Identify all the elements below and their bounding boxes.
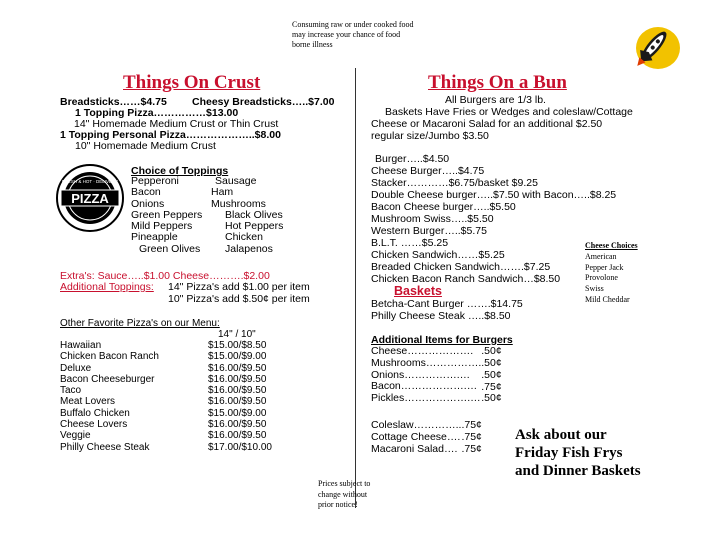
- additional-10-line: 10" Pizza's add $.50¢ per item: [168, 293, 310, 305]
- toppings-table: [131, 176, 283, 255]
- favorites-table: [60, 340, 272, 453]
- list-item: American: [585, 251, 617, 261]
- topping-row: Bacon Ham: [131, 186, 234, 199]
- rocket-logo-icon: [624, 20, 684, 72]
- favorite-row: Chicken Bacon Ranch $15.00/$9.00: [60, 351, 267, 363]
- toppings-title: Choice of Toppings: [131, 165, 229, 177]
- table-row: Onions…………….… .50¢: [371, 368, 502, 381]
- list-item: Mushroom Swiss…..$5.50: [371, 213, 494, 225]
- cheesy-breadsticks-item: Cheesy Breadsticks…..$7.00: [192, 96, 335, 108]
- extras-line: Extra's: Sauce…..$1.00 Cheese……….$2.00: [60, 270, 270, 282]
- favorite-row: Bacon Cheeseburger $16.00/$9.50: [60, 373, 267, 385]
- topping-pizza-note: 14" Homemade Medium Crust or Thin Crust: [74, 118, 279, 130]
- bun-items-list: [371, 153, 616, 285]
- list-item: Betcha-Cant Burger …….$14.75: [371, 298, 523, 310]
- bun-intro: All Burgers are 1/3 lb. Baskets Have Fries or Wedges and coleslaw/Cottage Cheese or Macaroni Salad for an additional $2.50 regular size/Jumbo $3.50: [371, 94, 633, 142]
- favorite-row: Hawaiian $15.00/$8.50: [60, 340, 267, 351]
- favorite-row: Deluxe $16.00/$9.50: [60, 362, 267, 374]
- topping-row: Pineapple Chicken: [131, 231, 263, 244]
- cheese-choices-title: Cheese Choices: [585, 241, 638, 250]
- list-item: Provolone: [585, 273, 618, 283]
- list-item: B.L.T. ……$5.25: [371, 237, 449, 249]
- list-item: Swiss: [585, 284, 604, 294]
- list-item: Stacker…………$6.75/basket $9.25: [371, 177, 538, 189]
- promo-text: Ask about our Friday Fish Frys and Dinner Baskets: [515, 427, 641, 479]
- topping-row: Green Olives Jalapenos: [139, 242, 273, 255]
- table-row: Pickles……………….… .50¢: [371, 392, 502, 405]
- cheese-choices: [585, 241, 638, 306]
- favorites-title: Other Favorite Pizza's on our Menu:: [60, 318, 220, 329]
- sides-table: [371, 420, 482, 455]
- favorite-row: Cheese Lovers $16.00/$9.50: [60, 419, 267, 431]
- list-item: Bacon Cheese burger…..$5.50: [371, 201, 516, 213]
- list-item: Cheese Burger…..$4.75: [371, 165, 485, 177]
- baskets-list: [371, 298, 523, 322]
- list-item: Chicken Bacon Ranch Sandwich…$8.50: [371, 273, 561, 285]
- favorite-row: Veggie $16.00/$9.50: [60, 430, 267, 442]
- table-row: Bacon……………….… .75¢: [371, 380, 502, 393]
- list-item: Pepper Jack: [585, 262, 624, 272]
- topping-pizza-item: 1 Topping Pizza……………$13.00: [75, 107, 239, 119]
- pizza-logo-text: PIZZA: [71, 191, 109, 206]
- additional-14-line: 14" Pizza's add $1.00 per item: [168, 281, 310, 293]
- pizza-logo-icon: [55, 163, 125, 233]
- baskets-title: Baskets: [394, 284, 442, 298]
- list-item: Philly Cheese Steak …..$8.50: [371, 310, 511, 322]
- list-item: Double Cheese burger…..$7.50 with Bacon…..$8.25: [371, 189, 617, 201]
- topping-row: Mild Peppers Hot Peppers: [131, 220, 284, 233]
- size-header: 14" / 10": [218, 329, 256, 340]
- column-divider: [355, 68, 356, 508]
- favorite-row: Taco $16.00/$9.50: [60, 385, 267, 397]
- table-row: Mushrooms……………. .50¢: [371, 356, 502, 370]
- list-item: Mild Cheddar: [585, 294, 630, 304]
- favorite-row: Buffalo Chicken $15.00/$9.00: [60, 407, 267, 419]
- additional-items-table: [371, 346, 502, 405]
- bun-section-title: Things On a Bun: [428, 72, 567, 93]
- pizza-logo-ring-text: FRESH & HOT · DELIVERY: [61, 179, 119, 184]
- favorite-row: Philly Cheese Steak $17.00/$10.00: [60, 441, 272, 453]
- additional-toppings-label: Additional Toppings:: [60, 281, 154, 293]
- list-item: Breaded Chicken Sandwich…….$7.25: [371, 261, 551, 273]
- topping-row: Onions Mushrooms: [131, 197, 266, 210]
- list-item: Burger…..$4.50: [375, 153, 450, 165]
- list-item: Western Burger…..$5.75: [371, 225, 487, 237]
- list-item: Chicken Sandwich……$5.25: [371, 249, 505, 261]
- price-notice: Prices subject to change without prior notice!: [318, 479, 371, 509]
- food-warning: Consuming raw or under cooked food may increase your chance of food borne illness: [292, 20, 414, 49]
- personal-pizza-item: 1 Topping Personal Pizza………………..$8.00: [60, 129, 281, 141]
- table-row: Coleslaw………….. .75¢: [371, 419, 482, 432]
- favorite-row: Meat Lovers $16.00/$9.50: [60, 396, 267, 408]
- table-row: Cottage Cheese…. .75¢: [371, 430, 482, 444]
- personal-pizza-note: 10" Homemade Medium Crust: [75, 140, 216, 152]
- table-row: Cheese………………. .50¢: [371, 345, 502, 358]
- breadsticks-item: Breadsticks……$4.75: [60, 96, 167, 108]
- table-row: Macaroni Salad…. .75¢: [371, 442, 482, 455]
- additional-items-title: Additional Items for Burgers: [371, 334, 513, 346]
- topping-row: Green Peppers Black Olives: [131, 208, 283, 221]
- topping-row: Pepperoni Sausage: [131, 175, 257, 187]
- crust-section-title: Things On Crust: [123, 72, 261, 93]
